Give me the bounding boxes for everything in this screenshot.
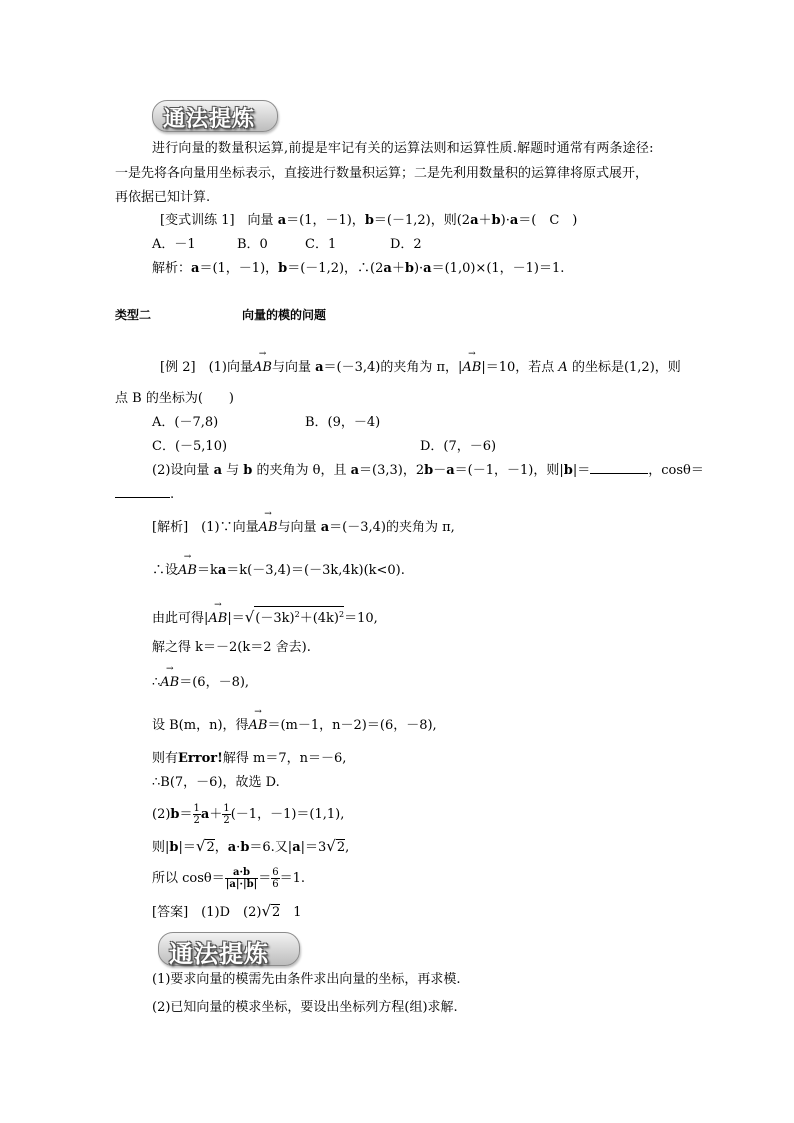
point-a: A [558, 360, 568, 375]
text: ＝ [258, 871, 272, 886]
sqrt-content: $(-3k)^2+(4k)^2$ [254, 606, 344, 627]
solution-step-6 [152, 718, 437, 734]
sqrt-sign: √ [195, 837, 206, 855]
option-a: A．－1 [152, 237, 196, 252]
error-text: Error! [178, 751, 223, 766]
var-a: a [315, 360, 324, 375]
banner-text: 通法提炼 [169, 940, 269, 968]
var-a: a [446, 463, 455, 478]
solution-step-11 [152, 866, 305, 892]
text: , [345, 840, 350, 855]
text: |＝3 [300, 840, 327, 855]
solution-step-10 [152, 838, 349, 856]
text: 由此可得| [152, 611, 209, 626]
text: ， [214, 840, 228, 855]
var-a: a [383, 261, 392, 276]
fraction-six: $\frac{6}{6}$ [272, 867, 279, 890]
var-b: b [563, 463, 573, 478]
text: ＝(m－1，n－2)＝(6，－8), [267, 718, 437, 733]
solution-step-5 [152, 675, 249, 691]
text: |＝ [227, 611, 245, 626]
answer-blank[interactable] [115, 497, 170, 498]
text: (2) [152, 807, 171, 822]
var-a: a [200, 807, 210, 822]
paragraph-line: 一是先将各向量用坐标表示，直接进行数量积运算；二是先利用数量积的运算律将原式展开， [115, 166, 649, 181]
example-line-2: 点 B 的坐标为( ) [115, 391, 234, 406]
text: (1)∵向量 [201, 520, 259, 535]
text: 所以 cosθ＝ [152, 871, 225, 886]
text: ＝(－3,4)的夹角为 π, [329, 520, 455, 535]
text: (－1，－1)＝(1,1), [230, 807, 345, 822]
var-b: b [240, 840, 250, 855]
var-a: a [423, 261, 432, 276]
example-label: [例 2] [160, 360, 196, 375]
fraction-half: $\frac{1}{2}$ [223, 803, 230, 826]
text: ＋ [209, 807, 223, 822]
text: ，cosθ＝ [648, 463, 704, 478]
text: 设 B(m，n)，得 [152, 718, 249, 733]
solution-step-1 [152, 520, 455, 536]
solution-step-2 [152, 563, 405, 579]
text: ＝(－1,2)，则(2 [373, 213, 471, 228]
var-a: a [217, 563, 227, 578]
solution-label: [解析] [152, 520, 189, 535]
var-b: b [364, 213, 374, 228]
text: ＝(－3,4)的夹角为 π，| [323, 360, 463, 375]
var-b: b [278, 261, 288, 276]
text: ＝(1,0)×(1，－1)＝1. [431, 261, 565, 276]
var-a: a [227, 840, 237, 855]
text: |＝ [178, 840, 196, 855]
solution-step-4: 解之得 k＝－2(k＝2 舍去). [152, 640, 311, 655]
text: ＝(6，－8), [179, 675, 250, 690]
text: ＝(3,3)，2 [359, 463, 425, 478]
sqrt-sign: √ [326, 837, 336, 855]
text: )· [413, 261, 424, 276]
text: 则有 [152, 751, 179, 766]
text: ＝( C ) [518, 213, 578, 228]
text: · [236, 840, 241, 855]
text: 的坐标是(1,2)，则 [567, 360, 681, 375]
example-line-1 [160, 360, 681, 376]
sqrt-sign: √ [244, 608, 255, 626]
answer-blank[interactable] [590, 473, 648, 474]
solution-line: 解析：a＝(1，－1)，b＝(－1,2)，∴(2a＋b)·a＝(1,0)×(1，－1)＝1. [152, 261, 565, 276]
method-summary-banner [152, 100, 278, 132]
type-label: 类型二 [115, 308, 152, 322]
var-a: a [191, 261, 200, 276]
text: 解得 m＝7，n＝－6, [222, 751, 347, 766]
text: ＝(1，－1)， [286, 213, 365, 228]
text: |＝ [572, 463, 591, 478]
vector-ab: → AB [160, 675, 179, 691]
solution-step-7 [152, 751, 346, 767]
var-a: a [292, 840, 301, 855]
vector-ab: → AB [259, 520, 278, 536]
text: ＝1. [279, 871, 306, 886]
summary-line-2: (2)已知向量的模求坐标，要设出坐标列方程(组)求解. [152, 1000, 458, 1015]
sqrt-content: 2 [206, 840, 215, 855]
var-b: b [491, 213, 501, 228]
text: ＝10, [344, 611, 378, 626]
text: ＝k(－3,4)＝(－3k,4k)(k<0). [226, 563, 405, 578]
option-d: D．(7，－6) [420, 439, 497, 454]
example-part2 [152, 463, 704, 479]
text: |＝10，若点 [481, 360, 559, 375]
vector-ab: → AB [249, 718, 268, 734]
summary-line-1: (1)要求向量的模需先由条件求出向量的坐标，再求模. [152, 972, 461, 987]
answer-blank-line [115, 487, 174, 503]
period: . [170, 487, 175, 502]
text: 则| [152, 840, 170, 855]
var-b: b [170, 807, 180, 822]
vector-ab: → AB [178, 563, 197, 579]
var-a: a [350, 463, 360, 478]
paragraph-line: 进行向量的数量积运算,前提是牢记有关的运算法则和运算性质.解题时通常有两条途径: [152, 141, 654, 156]
text: (2)设向量 [152, 463, 214, 478]
text: (1)D (2) [201, 905, 262, 920]
exercise-question: [变式训练 1] 向量 a＝(1，－1)，b＝(－1,2)，则(2a＋b)·a＝( C ) [160, 213, 578, 228]
solution-step-8: ∴B(7，－6)，故选 D. [152, 775, 280, 790]
text: － [433, 463, 447, 478]
text: 与 [222, 463, 244, 478]
solution-step-3 [152, 606, 378, 627]
banner-text: 通法提炼 [163, 107, 256, 132]
var-a: a [213, 463, 222, 478]
text: ＝6.又| [249, 840, 293, 855]
text: ＝k [196, 563, 218, 578]
type-title: 向量的模的问题 [242, 308, 327, 322]
option-b: B．(9，－4) [305, 415, 381, 430]
var-a: a [509, 213, 519, 228]
vector-ab: → AB [208, 611, 227, 627]
exercise-label: [变式训练 1] 向量 [160, 213, 278, 228]
vector-ab: → AB [462, 360, 481, 376]
option-a: A．(－7,8) [152, 415, 219, 430]
text: ＝(－1,2)，∴(2 [287, 261, 384, 276]
answer-line [152, 903, 302, 921]
option-b: B．0 [237, 237, 268, 252]
sqrt-content: 2 [336, 840, 346, 855]
text: ＝(1，－1)， [199, 261, 279, 276]
var-b: b [243, 463, 253, 478]
var-a: a [277, 213, 287, 228]
sqrt-content: 2 [272, 905, 281, 920]
sqrt-sign: √ [261, 902, 271, 920]
option-c: C．1 [305, 237, 337, 252]
solution-label: 解析： [152, 261, 192, 276]
text: ＝(－1，－1)，则| [454, 463, 564, 478]
var-a: a [320, 520, 330, 535]
var-b: b [169, 840, 179, 855]
text: 1 [280, 905, 302, 920]
text: 与向量 [277, 520, 321, 535]
option-c: C．(－5,10) [152, 439, 228, 454]
text: 的夹角为 θ，且 [252, 463, 351, 478]
answer-label: [答案] [152, 905, 189, 920]
solution-step-9 [152, 803, 344, 827]
text: ∴ [152, 675, 161, 690]
var-b: b [424, 463, 434, 478]
var-a: a [470, 213, 479, 228]
var-b: b [404, 261, 414, 276]
vector-ab: → AB [253, 360, 272, 376]
text: (1)向量 [208, 360, 253, 375]
fraction-cos: $\frac{a\cdot b}{|a|\cdot|b|}$ [225, 867, 258, 890]
paragraph-line: 再依据已知计算. [115, 190, 211, 205]
method-summary-banner [158, 932, 300, 966]
text: )· [500, 213, 510, 228]
fraction-half: $\frac{1}{2}$ [193, 803, 200, 826]
text: ＝ [179, 807, 193, 822]
text: 与向量 [271, 360, 316, 375]
option-d: D．2 [390, 237, 422, 252]
text: ∴设 [152, 563, 179, 578]
